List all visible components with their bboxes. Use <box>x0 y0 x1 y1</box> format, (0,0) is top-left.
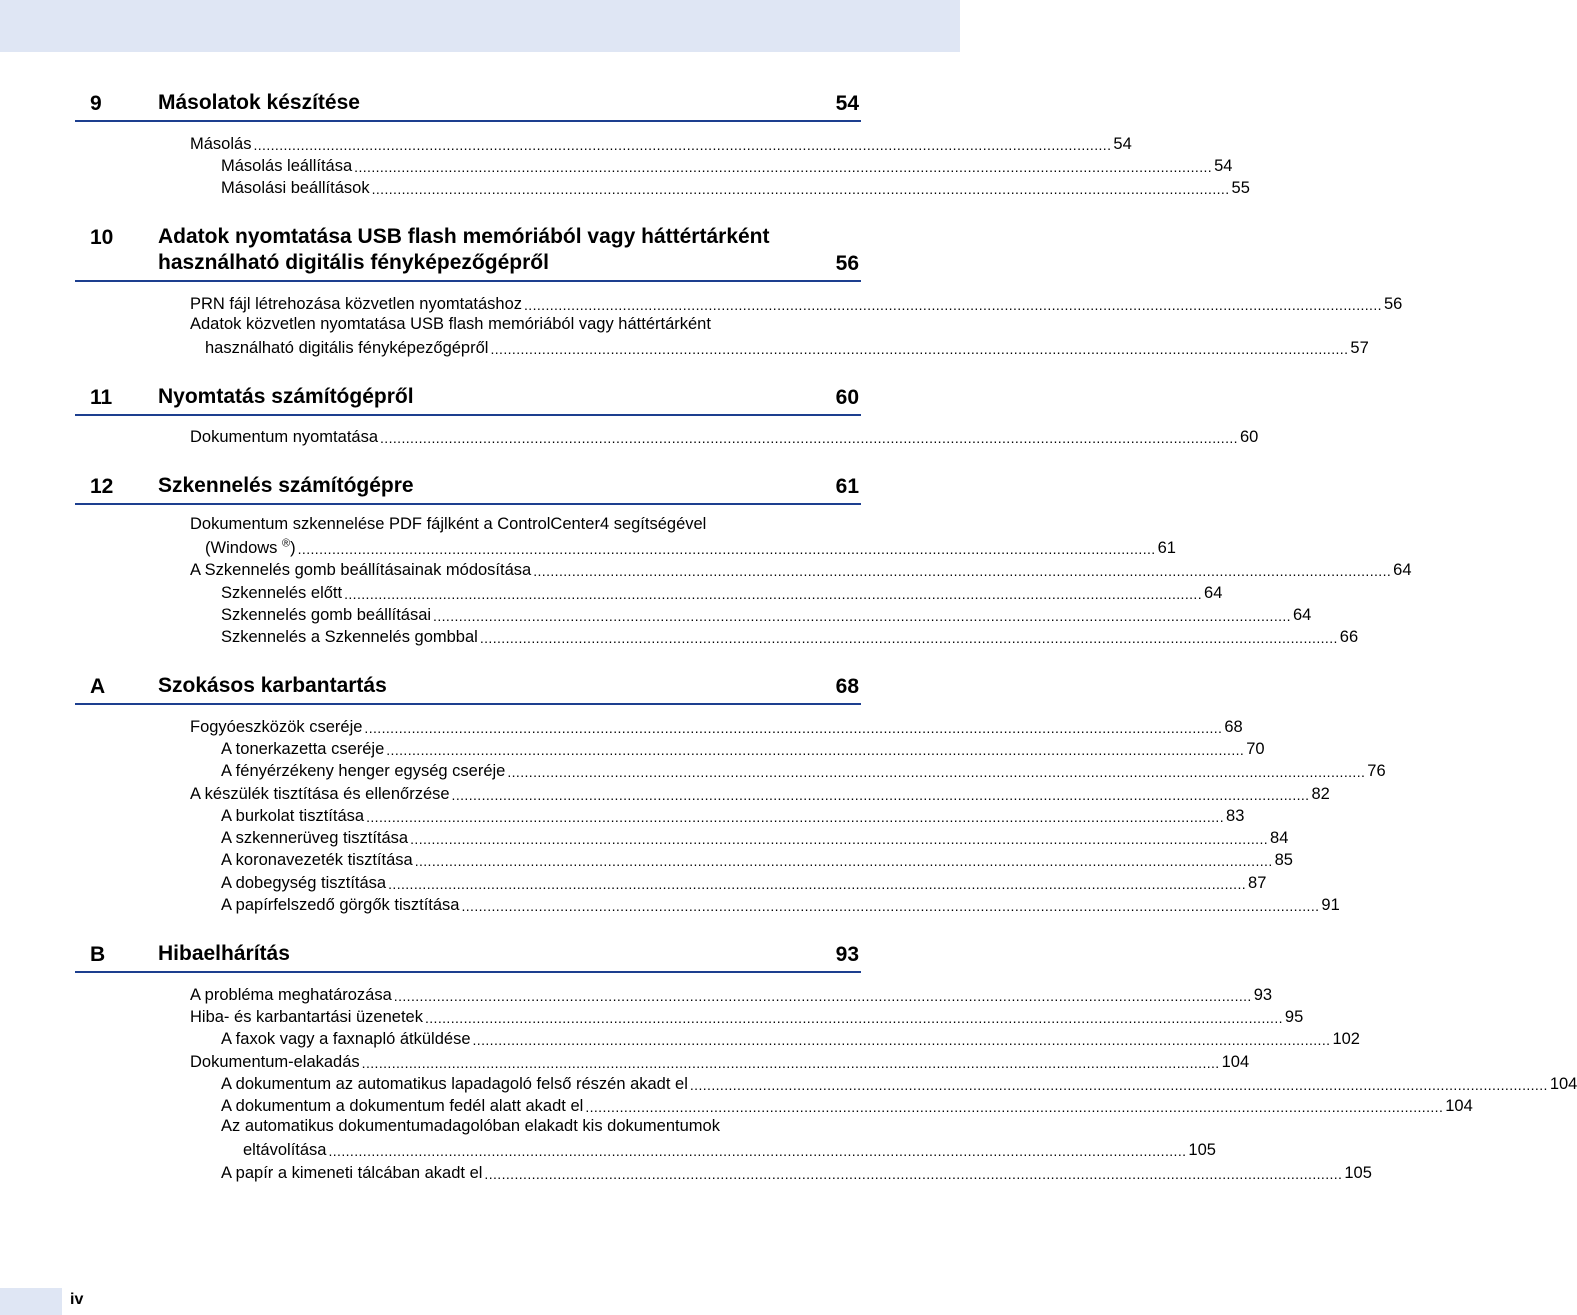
toc-entry-text: A papír a kimeneti tálcában akadt el <box>221 1164 483 1182</box>
toc-entry[interactable] <box>190 1005 1304 1027</box>
dot-leader: ........................................................................................................................................................................................................ <box>410 831 1269 847</box>
dot-leader: ........................................................................................................................................................................................................ <box>371 181 1230 197</box>
toc-entry-page: 54 <box>1113 135 1132 153</box>
toc-entry-text: Másolás leállítása <box>221 157 353 175</box>
toc-entry[interactable] <box>221 154 1233 176</box>
toc-entry[interactable] <box>190 425 1259 447</box>
chapter-page: 56 <box>835 252 859 275</box>
chapter-title: Szokásos karbantartás <box>158 674 387 697</box>
toc-entry[interactable] <box>221 1161 1372 1183</box>
dot-leader: ........................................................................................................................................................................................................ <box>689 1077 1548 1093</box>
toc-entry-page: 54 <box>1214 157 1233 175</box>
toc-entry[interactable] <box>221 871 1267 893</box>
toc-entry-page: 95 <box>1284 1008 1304 1026</box>
page-number: iv <box>70 1291 84 1308</box>
chapter-number: 10 <box>90 226 114 249</box>
dot-leader: ........................................................................................................................................................................................................ <box>361 1055 1220 1071</box>
chapter-title-line2: használható digitális fényképezőgépről <box>158 251 549 274</box>
toc-entry[interactable] <box>190 983 1273 1005</box>
toc-entry[interactable] <box>190 1050 1250 1072</box>
toc-entry-text: A koronavezeték tisztítása <box>221 851 413 869</box>
toc-entry-text: A dokumentum az automatikus lapadagoló felső részén akadt el <box>221 1075 688 1093</box>
dot-leader: ........................................................................................................................................................................................................ <box>366 809 1225 825</box>
toc-entry-page: 57 <box>1350 339 1369 357</box>
toc-entry-page: 104 <box>1445 1097 1473 1115</box>
chapter-page: 60 <box>835 386 859 409</box>
toc-entry-text: eltávolítása <box>243 1141 327 1159</box>
toc-entry[interactable] <box>190 132 1132 154</box>
toc-entry-page: 91 <box>1321 896 1340 914</box>
toc-entry[interactable] <box>190 715 1243 737</box>
dot-leader: ........................................................................................................................................................................................................ <box>253 137 1112 153</box>
toc-entry-text <box>205 538 296 558</box>
toc-entry-page: 105 <box>1188 1141 1216 1159</box>
toc-entry-page: 56 <box>1383 295 1403 313</box>
toc-entry-text: A faxok vagy a faxnapló átküldése <box>221 1030 471 1048</box>
toc-entry-text: PRN fájl létrehozása közvetlen nyomtatáshoz <box>190 295 522 313</box>
dot-leader: ........................................................................................................................................................................................................ <box>490 341 1349 357</box>
toc-entry[interactable] <box>221 1072 1577 1094</box>
toc-entry-text-part: ) <box>290 539 296 557</box>
toc-entry-page: 76 <box>1367 762 1386 780</box>
registered-mark: ® <box>282 537 291 550</box>
toc-entry-text: A probléma meghatározása <box>190 986 392 1004</box>
dot-leader: ........................................................................................................................................................................................................ <box>388 876 1247 892</box>
chapter-page: 54 <box>835 92 859 115</box>
toc-entry-text: A dobegység tisztítása <box>221 874 387 892</box>
chapter-heading-a[interactable] <box>75 667 861 705</box>
chapter-title: Szkennelés számítógépre <box>158 474 414 497</box>
dot-leader: ........................................................................................................................................................................................................ <box>328 1143 1187 1159</box>
toc-entry-page: 82 <box>1311 785 1330 803</box>
toc-entry-page: 83 <box>1226 807 1245 825</box>
toc-entry[interactable] <box>221 737 1265 759</box>
toc-entry-text: A dokumentum a dokumentum fedél alatt akadt el <box>221 1097 584 1115</box>
toc-entry[interactable] <box>221 1027 1360 1049</box>
toc-entry[interactable] <box>221 804 1245 826</box>
toc-entry-text: A burkolat tisztítása <box>221 807 365 825</box>
chapter-number: 12 <box>90 475 114 498</box>
chapter-title-line1: Adatok nyomtatása USB flash memóriából vagy háttértárként <box>158 225 770 248</box>
toc-entry[interactable] <box>243 1138 1216 1160</box>
toc-entry-text: Szkennelés előtt <box>221 584 343 602</box>
chapter-heading-b[interactable] <box>75 935 861 973</box>
toc-entry-text: Szkennelés gomb beállításai <box>221 606 432 624</box>
footer-band <box>0 1288 62 1315</box>
toc-entry-text: használható digitális fényképezőgépről <box>205 339 489 357</box>
toc-entry-text: A papírfelszedő görgők tisztítása <box>221 896 460 914</box>
toc-entry-page: 66 <box>1339 628 1359 646</box>
toc-entry[interactable] <box>221 759 1386 781</box>
toc-entry-page: 104 <box>1549 1075 1577 1093</box>
toc-entry-text: Dokumentum nyomtatása <box>190 428 379 446</box>
toc-entry-page: 84 <box>1270 829 1289 847</box>
toc-entry-text: A fényérzékeny henger egység cseréje <box>221 762 506 780</box>
chapter-heading-10[interactable] <box>75 218 861 282</box>
toc-entry-text-part: (Windows <box>205 539 278 557</box>
dot-leader: ........................................................................................................................................................................................................ <box>344 586 1203 602</box>
dot-leader: ........................................................................................................................................................................................................ <box>484 1166 1343 1182</box>
toc-entry-text: Szkennelés a Szkennelés gombbal <box>221 628 478 646</box>
dot-leader: ........................................................................................................................................................................................................ <box>297 541 1156 557</box>
toc-entry-page: 61 <box>1157 539 1176 557</box>
dot-leader: ........................................................................................................................................................................................................ <box>364 720 1223 736</box>
toc-entry-text: Dokumentum-elakadás <box>190 1053 360 1071</box>
chapter-page: 93 <box>835 943 859 966</box>
chapter-page: 61 <box>835 475 859 498</box>
toc-entry-text: A készülék tisztítása és ellenőrzése <box>190 785 450 803</box>
toc-entry-text: Fogyóeszközök cseréje <box>190 718 363 736</box>
toc-entry-page: 68 <box>1224 718 1243 736</box>
toc-entry-page: 55 <box>1231 179 1250 197</box>
chapter-heading-9[interactable] <box>75 84 861 122</box>
dot-leader: ........................................................................................................................................................................................................ <box>507 764 1366 780</box>
toc-entry-text: Másolás <box>190 135 252 153</box>
dot-leader: ........................................................................................................................................................................................................ <box>533 563 1392 579</box>
toc-entry[interactable] <box>205 536 1176 558</box>
toc-entry-page: 60 <box>1239 428 1259 446</box>
toc-entry[interactable] <box>221 603 1312 625</box>
toc-entry-text: A tonerkazetta cseréje <box>221 740 385 758</box>
dot-leader: ........................................................................................................................................................................................................ <box>524 297 1382 313</box>
dot-leader: ........................................................................................................................................................................................................ <box>424 1010 1283 1026</box>
dot-leader: ........................................................................................................................................................................................................ <box>386 742 1245 758</box>
dot-leader: ........................................................................................................................................................................................................ <box>393 988 1252 1004</box>
toc-entry[interactable] <box>190 782 1330 804</box>
dot-leader: ........................................................................................................................................................................................................ <box>479 630 1338 646</box>
chapter-title: Nyomtatás számítógépről <box>158 385 414 408</box>
toc-entry-text: A szkennerüveg tisztítása <box>221 829 409 847</box>
toc-entry[interactable] <box>221 826 1289 848</box>
chapter-title: Másolatok készítése <box>158 91 360 114</box>
toc-entry-text-line1[interactable]: Dokumentum szkennelése PDF fájlként a ControlCenter4 segítségével <box>190 515 707 533</box>
toc-entry[interactable] <box>221 848 1293 870</box>
toc-entry[interactable] <box>190 558 1412 580</box>
toc-entry-text: Másolási beállítások <box>221 179 370 197</box>
dot-leader: ........................................................................................................................................................................................................ <box>354 159 1213 175</box>
toc-entry-text: Hiba- és karbantartási üzenetek <box>190 1008 423 1026</box>
toc-entry-page: 93 <box>1253 986 1273 1004</box>
toc-entry-page: 70 <box>1246 740 1265 758</box>
toc-entry[interactable] <box>205 336 1369 358</box>
chapter-number: A <box>90 675 106 698</box>
toc-entry-text-line1[interactable]: Az automatikus dokumentumadagolóban elakadt kis dokumentumok <box>221 1117 720 1135</box>
chapter-page: 68 <box>835 675 859 698</box>
chapter-heading-11[interactable] <box>75 378 861 416</box>
toc-entry[interactable] <box>190 292 1403 314</box>
toc-entry-page: 102 <box>1332 1030 1360 1048</box>
toc-entry-page: 105 <box>1344 1164 1372 1182</box>
toc-entry-page: 64 <box>1292 606 1312 624</box>
chapter-number: B <box>90 943 106 966</box>
dot-leader: ........................................................................................................................................................................................................ <box>472 1032 1331 1048</box>
dot-leader: ........................................................................................................................................................................................................ <box>380 430 1238 446</box>
chapter-heading-12[interactable] <box>75 467 861 505</box>
dot-leader: ........................................................................................................................................................................................................ <box>461 898 1320 914</box>
dot-leader: ........................................................................................................................................................................................................ <box>585 1099 1444 1115</box>
toc-entry-text-line1[interactable]: Adatok közvetlen nyomtatása USB flash memóriából vagy háttértárként <box>190 315 711 333</box>
toc-entry[interactable] <box>221 176 1250 198</box>
toc-entry-page: 64 <box>1204 584 1223 602</box>
toc-entry-page: 64 <box>1393 561 1412 579</box>
dot-leader: ........................................................................................................................................................................................................ <box>414 853 1273 869</box>
dot-leader: ........................................................................................................................................................................................................ <box>451 787 1310 803</box>
toc-entry[interactable] <box>221 893 1340 915</box>
chapter-title: Hibaelhárítás <box>158 942 290 965</box>
toc-entry-page: 85 <box>1274 851 1293 869</box>
toc-entry[interactable] <box>221 1094 1473 1116</box>
chapter-number: 9 <box>90 92 102 115</box>
toc-entry-text: A Szkennelés gomb beállításainak módosítása <box>190 561 532 579</box>
dot-leader: ........................................................................................................................................................................................................ <box>433 608 1291 624</box>
toc-entry[interactable] <box>221 581 1223 603</box>
toc-entry-page: 104 <box>1221 1053 1250 1071</box>
toc-entry[interactable] <box>221 625 1359 647</box>
toc-entry-page: 87 <box>1248 874 1267 892</box>
top-header-band <box>0 0 960 52</box>
chapter-number: 11 <box>90 386 113 409</box>
